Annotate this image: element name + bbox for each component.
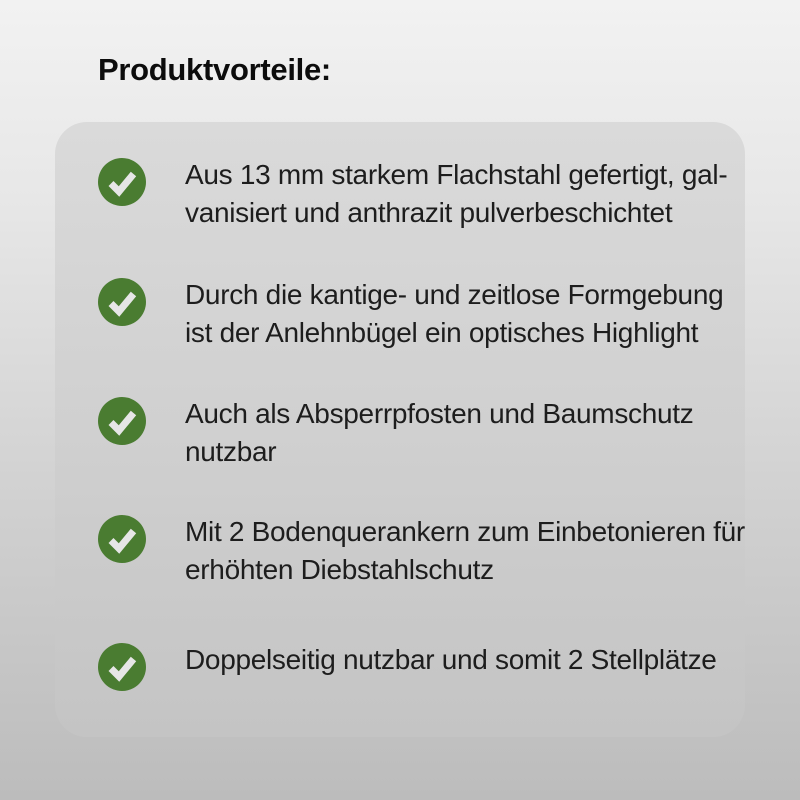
benefit-text (185, 395, 693, 471)
check-circle-icon (98, 515, 146, 563)
check-circle-icon (98, 278, 146, 326)
benefit-line: ist der Anlehnbügel ein optisches Highlight (185, 317, 699, 348)
benefit-text (185, 276, 723, 352)
check-circle-icon (98, 158, 146, 206)
benefit-text (185, 156, 727, 232)
benefit-text (185, 641, 717, 679)
benefit-line: vanisiert und anthrazit pulverbeschichtet (185, 197, 673, 228)
benefit-line: Durch die kantige- und zeitlose Formgebung (185, 279, 724, 310)
benefit-line: Aus 13 mm starkem Flachstahl gefertigt, gal- (185, 159, 728, 190)
benefit-line: Auch als Absperrpfosten und Baumschutz (185, 398, 694, 429)
check-circle-icon (98, 397, 146, 445)
benefit-row (98, 513, 745, 589)
benefits-panel (55, 122, 745, 737)
benefit-line: erhöhten Diebstahlschutz (185, 554, 494, 585)
check-circle-icon (98, 643, 146, 691)
benefit-text (185, 513, 745, 589)
benefit-line: Mit 2 Bodenquerankern zum Einbetonieren für (185, 516, 745, 547)
benefit-line: nutzbar (185, 436, 277, 467)
benefit-row (98, 276, 723, 352)
benefit-row (98, 395, 693, 471)
benefit-line: Doppelseitig nutzbar und somit 2 Stellplätze (185, 644, 717, 675)
benefit-row (98, 641, 717, 691)
benefit-row (98, 156, 727, 232)
page-title: Produktvorteile: (98, 52, 331, 87)
